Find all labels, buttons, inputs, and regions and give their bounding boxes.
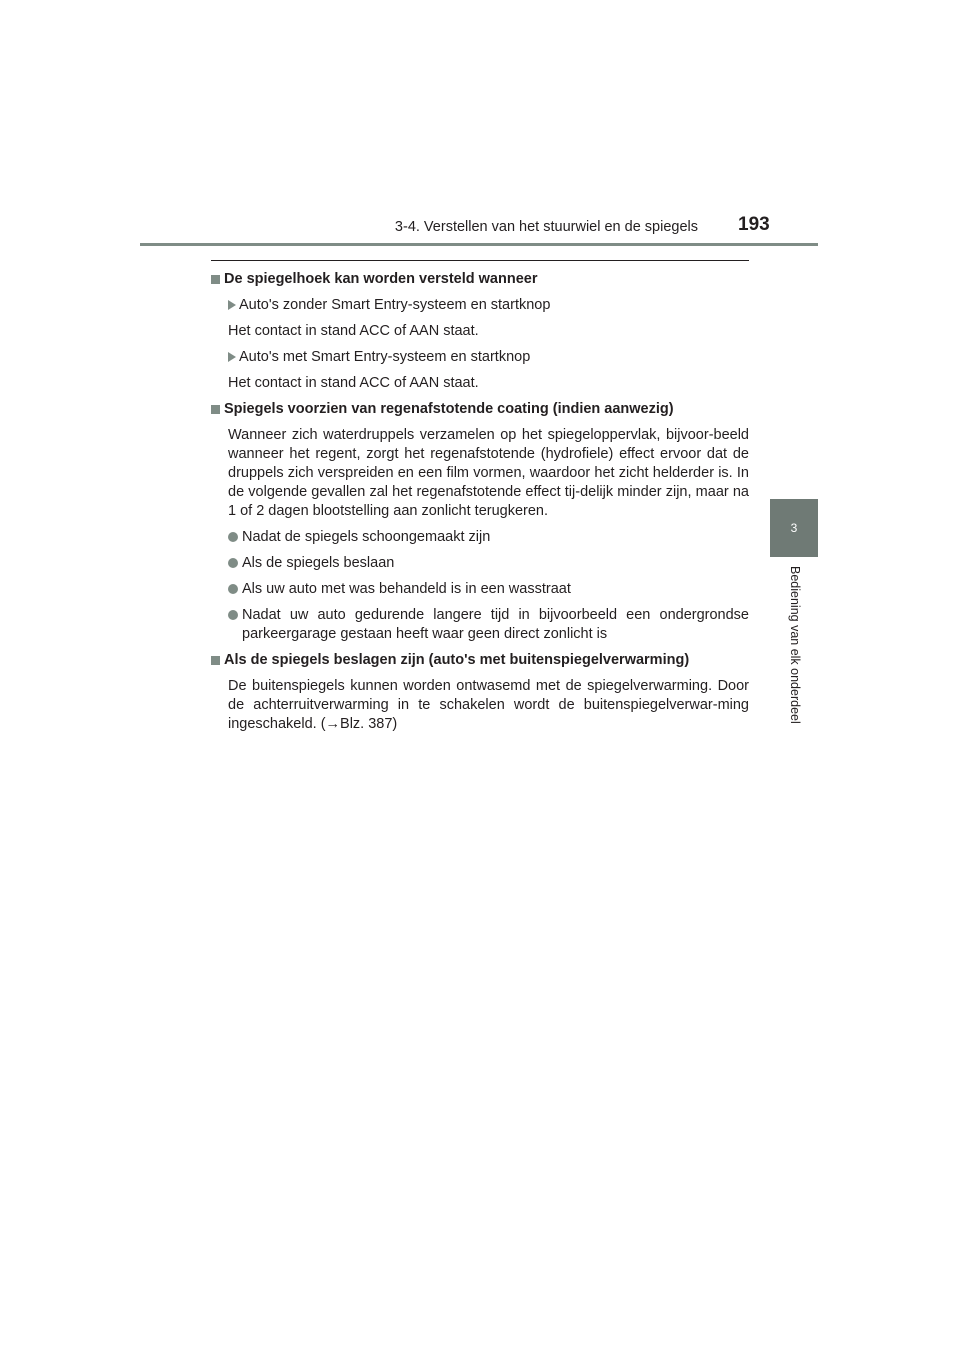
body-paragraph: Het contact in stand ACC of AAN staat. xyxy=(228,323,479,339)
body-paragraph: Het contact in stand ACC of AAN staat. xyxy=(228,375,479,391)
section-heading xyxy=(211,270,749,289)
list-item-text: Nadat de spiegels schoongemaakt zijn xyxy=(242,529,491,545)
body-paragraph: De buitenspiegels kunnen worden ontwasemd met de spiegelverwarming. Door de achterruitverwarming in te schakelen wordt de buitenspiegelverwar-ming ingeschakeld. (→Blz. 387) xyxy=(228,678,749,732)
section-heading xyxy=(211,651,749,670)
chapter-number: 3 xyxy=(790,521,798,535)
circle-bullet-icon xyxy=(228,610,238,620)
list-item xyxy=(228,580,749,599)
variant-item xyxy=(228,296,749,315)
chapter-tab xyxy=(770,499,818,557)
heading-text: Spiegels voorzien van regenafstotende coating (indien aanwezig) xyxy=(224,401,674,417)
section-title: 3-4. Verstellen van het stuurwiel en de spiegels xyxy=(394,219,698,235)
heading-text: De spiegelhoek kan worden versteld wanneer xyxy=(224,271,538,287)
list-item xyxy=(228,606,749,644)
heading-text: Als de spiegels beslagen zijn (auto's met buitenspiegelverwarming) xyxy=(224,652,690,668)
page-number: 193 xyxy=(738,214,770,235)
content-divider xyxy=(211,260,749,261)
square-bullet-icon xyxy=(211,405,220,414)
variant-label: Auto's met Smart Entry-systeem en startknop xyxy=(239,349,531,365)
list-item-text: Als uw auto met was behandeld is in een wasstraat xyxy=(242,581,571,597)
list-item xyxy=(228,554,749,573)
section-heading xyxy=(211,400,749,419)
triangle-bullet-icon xyxy=(228,300,236,310)
list-item-text: Nadat uw auto gedurende langere tijd in bijvoorbeeld een ondergrondse parkeergarage gestaan heeft waar geen direct zonlicht is xyxy=(242,607,749,642)
variant-label: Auto's zonder Smart Entry-systeem en startknop xyxy=(239,297,551,313)
square-bullet-icon xyxy=(211,656,220,665)
triangle-bullet-icon xyxy=(228,352,236,362)
circle-bullet-icon xyxy=(228,584,238,594)
variant-item xyxy=(228,348,749,367)
circle-bullet-icon xyxy=(228,558,238,568)
page-content xyxy=(211,270,749,741)
list-item-text: Als de spiegels beslaan xyxy=(242,555,395,571)
circle-bullet-icon xyxy=(228,532,238,542)
chapter-label: Bediening van elk onderdeel xyxy=(788,566,802,724)
body-paragraph: Wanneer zich waterdruppels verzamelen op het spiegeloppervlak, bijvoor-beeld wanneer het regent, zorgt het regenafstotende (hydrofiele) effect ervoor dat de druppels zich verspreiden en een film vormen, waardoor het zicht helderder is. In de volgende gevallen zal het regenafstotende effect tij-delijk minder zijn, maar na 1 of 2 dagen blootstelling aan zonlicht terugkeren. xyxy=(228,427,749,519)
list-item xyxy=(228,528,749,547)
square-bullet-icon xyxy=(211,275,220,284)
header-divider xyxy=(140,243,818,246)
